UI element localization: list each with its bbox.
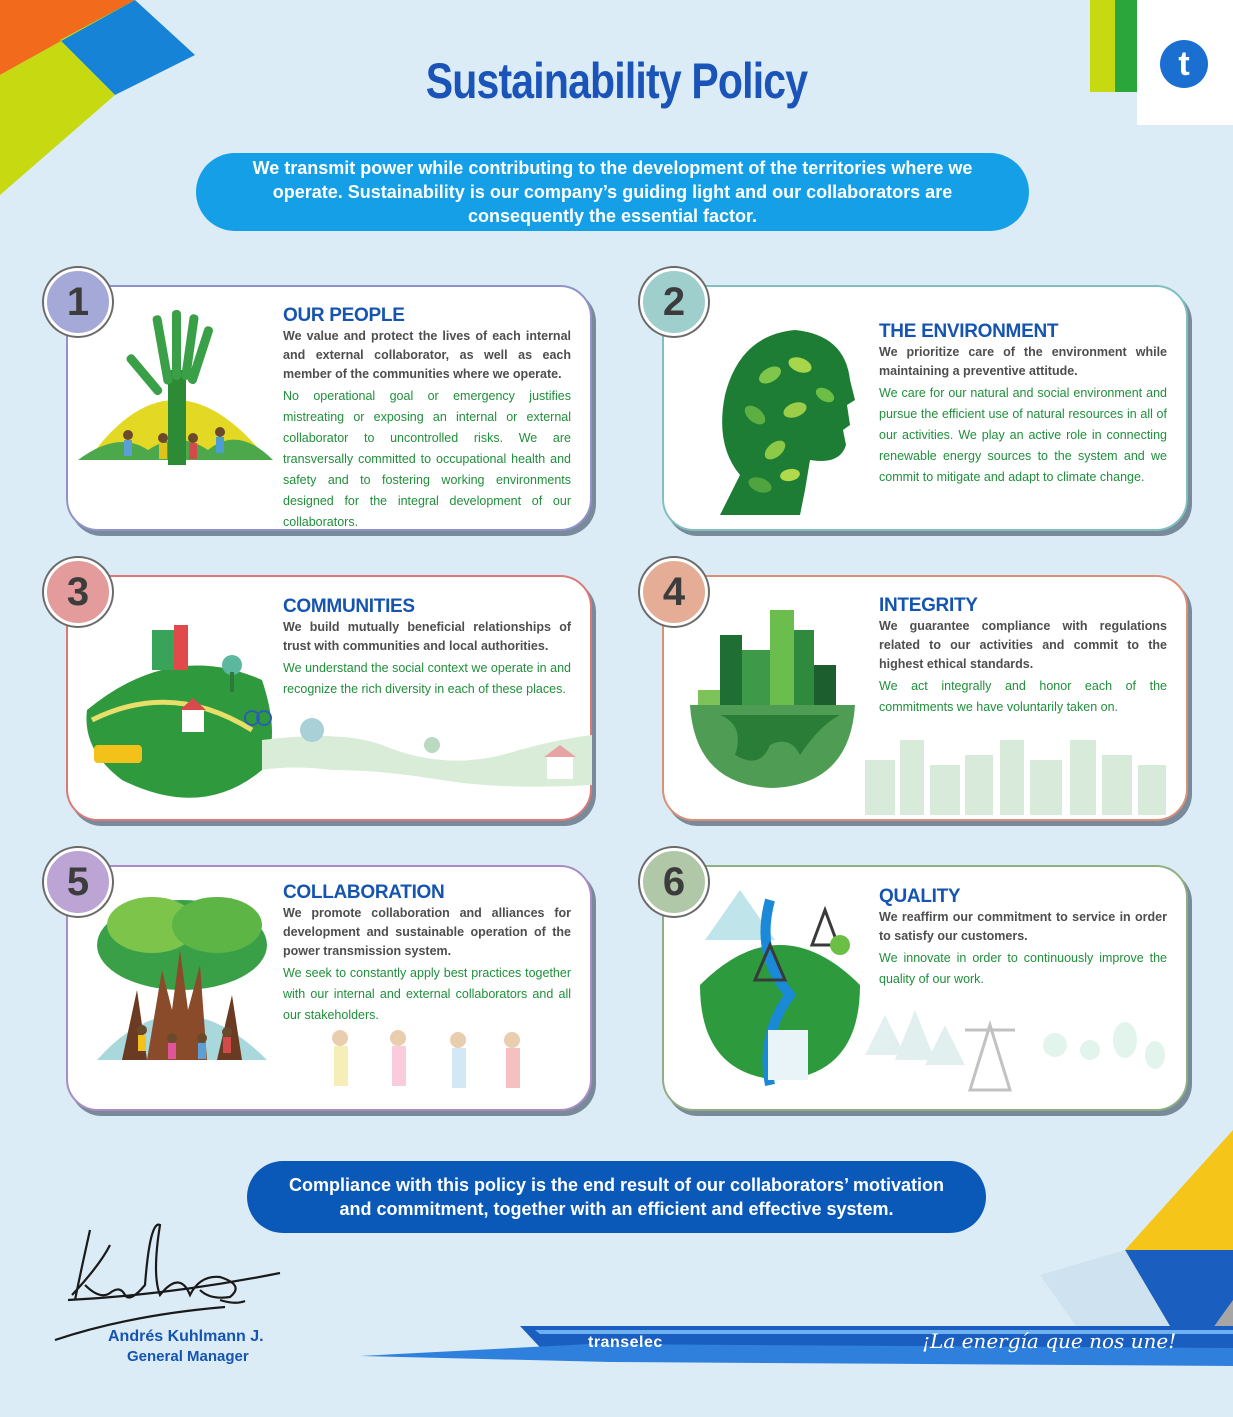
number-badge-1 [44,268,112,336]
intro-text: We transmit power while contributing to the development of the territories where we operate. Sustainability is our company’s guiding light and our collaborators are consequently the essential factor. [252,158,973,226]
card-title-communities: COMMUNITIES [283,596,415,617]
number-1: 1 [66,279,90,324]
brand-logo [1160,40,1208,88]
handwritten-signature [50,1215,290,1345]
card-4-body: We act integrally and honor each of the commitments we have voluntarily taken on. [879,679,1167,714]
footer-brand: transelec [588,1334,663,1351]
leaf-head-illustration [700,325,860,520]
signatory-role: General Manager [127,1348,249,1365]
card-1-text [283,305,571,533]
card-5-body: We seek to constantly apply best practices together with our internal and external collaborators and all our stakeholders. [283,966,571,1022]
intro-banner [196,153,1029,231]
card-5-lead: We promote collaboration and alliances for development and sustainable operation of the power transmission system. [283,906,571,958]
card-2-lead: We prioritize care of the environment while maintaining a preventive attitude. [879,345,1167,378]
outro-text: Compliance with this policy is the end result of our collaborators’ motivation and commitment, together with an efficient and effective system. [288,1175,945,1219]
number-3: 3 [66,569,90,614]
card-title-our-people: OUR PEOPLE [283,305,405,326]
card-5-text [283,882,571,1026]
signatory-name: Andrés Kuhlmann J. [108,1328,264,1345]
people-hand-illustration [78,310,278,470]
card-4-lead: We guarantee compliance with regulations related to our activities and commit to the highest ethical standards. [879,619,1167,671]
number-badge-3 [44,558,112,626]
card-3-lead: We build mutually beneficial relationships of trust with communities and local authorities. [283,620,571,653]
number-badge-4 [640,558,708,626]
card-2-body: We care for our natural and social environment and pursue the efficient use of natural resources in all of our activities. We play an active role in connecting renewable energy sources to the system and we commit to mitigate and adapt to climate change. [879,386,1167,484]
number-5: 5 [66,859,90,904]
card-2-text [879,321,1167,488]
number-badge-2 [640,268,708,336]
card-1-body: No operational goal or emergency justifies mistreating or exposing an internal or external collaborator to uncontrolled risks. We are transversally committed to occupational health and safety and to fostering working environments designed for the integral development of our collaborators. [283,389,571,529]
logo-letter: t [1178,45,1190,83]
number-badge-5 [44,848,112,916]
number-4: 4 [662,569,686,614]
number-2: 2 [662,279,686,324]
card-6-text [879,886,1167,990]
footer-slogan: ¡La energía que nos une! [922,1329,1177,1353]
card-title-quality: QUALITY [879,886,961,907]
card-title-the-environment: THE ENVIRONMENT [879,321,1059,342]
card-title-integrity: INTEGRITY [879,595,978,616]
page-title: Sustainability Policy [425,53,808,109]
card-3-body: We understand the social context we operate in and recognize the rich diversity in each of these places. [283,661,571,696]
card-3-text [283,596,571,700]
outro-banner [247,1161,986,1233]
card-1-lead: We value and protect the lives of each internal and external collaborator, as well as each member of the communities where we operate. [283,329,571,381]
card-6-lead: We reaffirm our commitment to service in order to satisfy our customers. [879,910,1167,943]
number-6: 6 [662,859,686,904]
card-6-body: We innovate in order to continuously improve the quality of our work. [879,951,1167,986]
card-title-collaboration: COLLABORATION [283,882,445,903]
card-4-text [879,595,1167,718]
number-badge-6 [640,848,708,916]
